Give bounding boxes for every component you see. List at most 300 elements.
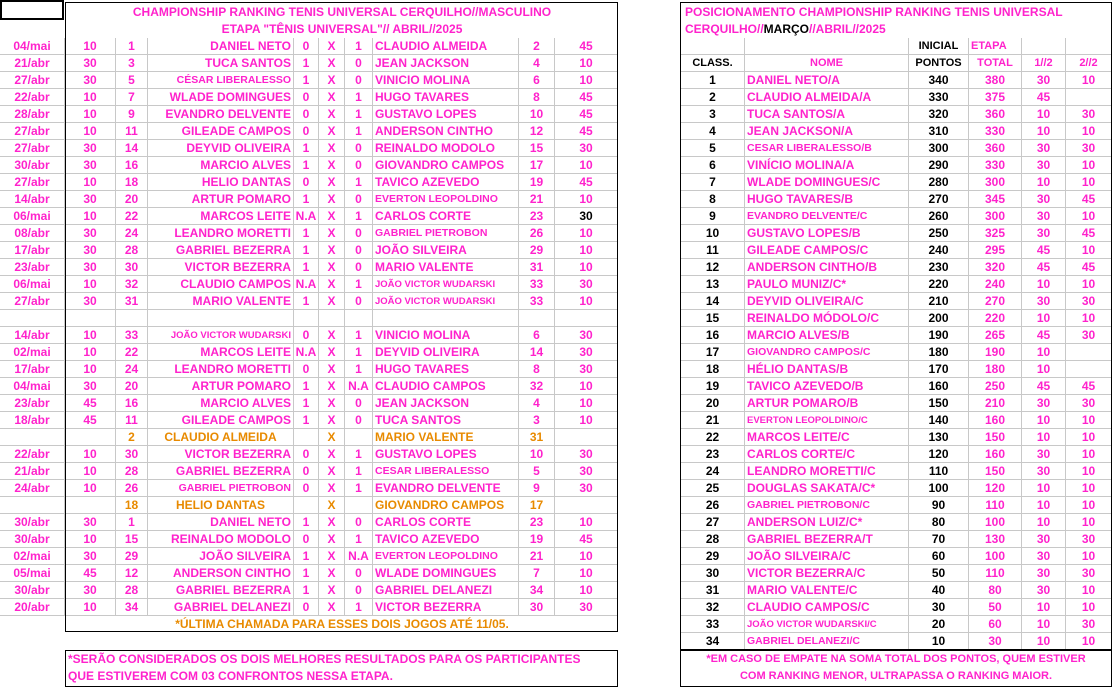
round1-points[interactable]: 10 [1022, 599, 1066, 616]
total-points[interactable]: 265 [969, 327, 1022, 344]
initial-points[interactable]: 90 [909, 497, 969, 514]
ranking-player-name[interactable]: GABRIEL PIETROBON/C [745, 497, 909, 514]
rank-class[interactable]: 6 [681, 157, 745, 174]
match-date[interactable]: 17/abr [0, 242, 65, 259]
round2-points[interactable]: 30 [1066, 327, 1112, 344]
ranking-player-name[interactable]: EVANDRO DELVENTE/C [745, 208, 909, 225]
player1-score[interactable]: 1 [294, 225, 319, 242]
player1-name[interactable]: GABRIEL PIETROBON [148, 480, 294, 497]
player1-rank[interactable]: 22 [116, 208, 148, 225]
round2-points[interactable]: 10 [1066, 174, 1112, 191]
total-points[interactable]: 380 [969, 72, 1022, 89]
total-points[interactable]: 320 [969, 259, 1022, 276]
ranking-player-name[interactable]: JEAN JACKSON/A [745, 123, 909, 140]
player2-name[interactable]: REINALDO MODOLO [373, 140, 519, 157]
versus-mark[interactable]: X [319, 174, 345, 191]
player1-points[interactable]: 30 [65, 259, 116, 276]
player1-rank[interactable]: 29 [116, 548, 148, 565]
player2-rank[interactable]: 2 [519, 38, 555, 55]
rank-class[interactable]: 31 [681, 582, 745, 599]
player2-name[interactable]: TUCA SANTOS [373, 412, 519, 429]
total-points[interactable]: 100 [969, 514, 1022, 531]
initial-points[interactable]: 170 [909, 361, 969, 378]
match-date[interactable]: 24/abr [0, 480, 65, 497]
player1-score[interactable]: 0 [294, 599, 319, 616]
round1-points[interactable]: 10 [1022, 633, 1066, 650]
player1-points[interactable]: 30 [65, 55, 116, 72]
player1-points[interactable]: 30 [65, 72, 116, 89]
player1-points[interactable]: 10 [65, 208, 116, 225]
player2-name[interactable]: EVERTON LEOPOLDINO [373, 191, 519, 208]
round2-points[interactable]: 30 [1066, 531, 1112, 548]
player2-rank[interactable]: 31 [519, 259, 555, 276]
player1-name[interactable]: LEANDRO MORETTI [148, 225, 294, 242]
initial-points[interactable]: 240 [909, 242, 969, 259]
player2-points[interactable]: 10 [555, 412, 618, 429]
player2-points[interactable]: 30 [555, 327, 618, 344]
player1-score[interactable]: 0 [294, 463, 319, 480]
player2-points[interactable] [555, 429, 618, 446]
total-points[interactable]: 360 [969, 140, 1022, 157]
match-date[interactable]: 02/mai [0, 344, 65, 361]
round2-points[interactable]: 30 [1066, 616, 1112, 633]
player2-rank[interactable]: 8 [519, 361, 555, 378]
versus-mark[interactable]: X [319, 582, 345, 599]
player2-rank[interactable]: 3 [519, 412, 555, 429]
player2-name[interactable]: JOÃO VICTOR WUDARSKI [373, 293, 519, 310]
player2-rank[interactable]: 23 [519, 514, 555, 531]
player1-score[interactable]: 0 [294, 446, 319, 463]
versus-mark[interactable]: X [319, 242, 345, 259]
versus-mark[interactable] [319, 310, 345, 327]
player1-rank[interactable]: 2 [116, 429, 148, 446]
rank-class[interactable]: 2 [681, 89, 745, 106]
versus-mark[interactable]: X [319, 531, 345, 548]
versus-mark[interactable]: X [319, 106, 345, 123]
round1-points[interactable]: 30 [1022, 446, 1066, 463]
player1-score[interactable]: 1 [294, 242, 319, 259]
player2-name[interactable]: CLAUDIO ALMEIDA [373, 38, 519, 55]
player2-rank[interactable]: 31 [519, 429, 555, 446]
player2-name[interactable]: MARIO VALENTE [373, 259, 519, 276]
ranking-player-name[interactable]: MARCOS LEITE/C [745, 429, 909, 446]
player2-score[interactable]: N.A [345, 378, 373, 395]
round1-points[interactable]: 10 [1022, 429, 1066, 446]
player1-score[interactable]: 1 [294, 582, 319, 599]
player2-name[interactable]: GIOVANDRO CAMPOS [373, 157, 519, 174]
total-points[interactable]: 120 [969, 480, 1022, 497]
player1-rank[interactable]: 30 [116, 446, 148, 463]
player2-rank[interactable]: 33 [519, 276, 555, 293]
player2-score[interactable]: 1 [345, 480, 373, 497]
round1-points[interactable]: 30 [1022, 463, 1066, 480]
player2-name[interactable]: WLADE DOMINGUES [373, 565, 519, 582]
player2-score[interactable] [345, 497, 373, 514]
ranking-player-name[interactable]: GABRIEL BEZERRA/T [745, 531, 909, 548]
initial-points[interactable]: 200 [909, 310, 969, 327]
player2-score[interactable]: 1 [345, 361, 373, 378]
round1-points[interactable]: 45 [1022, 378, 1066, 395]
header-stage[interactable]: ETAPA [969, 38, 1022, 55]
versus-mark[interactable]: X [319, 514, 345, 531]
player2-rank[interactable]: 23 [519, 208, 555, 225]
player2-score[interactable]: 1 [345, 344, 373, 361]
player1-score[interactable]: 1 [294, 55, 319, 72]
round2-points[interactable]: 10 [1066, 208, 1112, 225]
match-date[interactable] [0, 310, 65, 327]
versus-mark[interactable]: X [319, 480, 345, 497]
versus-mark[interactable]: X [319, 55, 345, 72]
player2-points[interactable] [555, 310, 618, 327]
round2-points[interactable]: 10 [1066, 123, 1112, 140]
initial-points[interactable]: 330 [909, 89, 969, 106]
player2-score[interactable]: 1 [345, 38, 373, 55]
active-cell-selector[interactable] [0, 0, 64, 20]
player2-name[interactable]: CESAR LIBERALESSO [373, 463, 519, 480]
round2-points[interactable]: 10 [1066, 310, 1112, 327]
round1-points[interactable]: 30 [1022, 395, 1066, 412]
initial-points[interactable]: 230 [909, 259, 969, 276]
player1-rank[interactable]: 16 [116, 157, 148, 174]
total-points[interactable]: 150 [969, 429, 1022, 446]
initial-points[interactable]: 290 [909, 157, 969, 174]
player1-rank[interactable]: 31 [116, 293, 148, 310]
player1-rank[interactable]: 11 [116, 412, 148, 429]
total-points[interactable]: 360 [969, 106, 1022, 123]
round1-points[interactable]: 30 [1022, 548, 1066, 565]
player1-points[interactable] [65, 429, 116, 446]
rank-class[interactable]: 18 [681, 361, 745, 378]
player1-name[interactable]: GABRIEL BEZERRA [148, 582, 294, 599]
total-points[interactable]: 180 [969, 361, 1022, 378]
versus-mark[interactable]: X [319, 123, 345, 140]
match-date[interactable] [0, 497, 65, 514]
player1-name[interactable]: DEYVID OLIVEIRA [148, 140, 294, 157]
player2-score[interactable]: 1 [345, 89, 373, 106]
versus-mark[interactable]: X [319, 412, 345, 429]
total-points[interactable]: 110 [969, 565, 1022, 582]
player1-points[interactable] [65, 497, 116, 514]
match-date[interactable]: 20/abr [0, 599, 65, 616]
player2-name[interactable]: GABRIEL DELANEZI [373, 582, 519, 599]
player1-score[interactable]: 1 [294, 412, 319, 429]
round1-points[interactable]: 45 [1022, 259, 1066, 276]
rank-class[interactable]: 4 [681, 123, 745, 140]
round2-points[interactable]: 10 [1066, 480, 1112, 497]
initial-points[interactable]: 160 [909, 378, 969, 395]
round1-points[interactable]: 10 [1022, 616, 1066, 633]
player1-name[interactable]: GILEADE CAMPOS [148, 412, 294, 429]
total-points[interactable]: 300 [969, 208, 1022, 225]
round2-points[interactable]: 10 [1066, 429, 1112, 446]
initial-points[interactable]: 310 [909, 123, 969, 140]
header-cell[interactable] [745, 38, 909, 55]
player2-score[interactable]: 0 [345, 140, 373, 157]
versus-mark[interactable]: X [319, 225, 345, 242]
round1-points[interactable]: 10 [1022, 480, 1066, 497]
player2-points[interactable]: 10 [555, 548, 618, 565]
round1-points[interactable]: 45 [1022, 327, 1066, 344]
rank-class[interactable]: 14 [681, 293, 745, 310]
player2-rank[interactable] [519, 310, 555, 327]
round2-points[interactable]: 10 [1066, 157, 1112, 174]
header-class[interactable]: CLASS. [681, 55, 745, 72]
total-points[interactable]: 330 [969, 157, 1022, 174]
player1-points[interactable]: 10 [65, 531, 116, 548]
match-date[interactable]: 18/abr [0, 412, 65, 429]
initial-points[interactable]: 30 [909, 599, 969, 616]
header-cell[interactable] [1022, 38, 1066, 55]
player1-name[interactable]: JOÃO SILVEIRA [148, 548, 294, 565]
player2-score[interactable]: 1 [345, 446, 373, 463]
ranking-player-name[interactable]: GILEADE CAMPOS/C [745, 242, 909, 259]
initial-points[interactable]: 130 [909, 429, 969, 446]
match-date[interactable]: 27/abr [0, 140, 65, 157]
versus-mark[interactable]: X [319, 378, 345, 395]
player1-points[interactable]: 30 [65, 378, 116, 395]
versus-mark[interactable]: X [319, 548, 345, 565]
player1-score[interactable]: 0 [294, 480, 319, 497]
round1-points[interactable]: 10 [1022, 123, 1066, 140]
total-points[interactable]: 100 [969, 548, 1022, 565]
player1-rank[interactable]: 34 [116, 599, 148, 616]
versus-mark[interactable]: X [319, 157, 345, 174]
match-date[interactable]: 06/mai [0, 208, 65, 225]
initial-points[interactable]: 60 [909, 548, 969, 565]
player1-name[interactable]: ARTUR POMARO [148, 378, 294, 395]
rank-class[interactable]: 10 [681, 225, 745, 242]
player1-points[interactable]: 30 [65, 548, 116, 565]
player1-score[interactable]: 0 [294, 106, 319, 123]
player1-rank[interactable]: 1 [116, 38, 148, 55]
ranking-player-name[interactable]: CLAUDIO CAMPOS/C [745, 599, 909, 616]
initial-points[interactable]: 70 [909, 531, 969, 548]
match-date[interactable]: 04/mai [0, 378, 65, 395]
match-date[interactable]: 30/abr [0, 157, 65, 174]
player1-name[interactable]: GABRIEL DELANEZI [148, 599, 294, 616]
player2-name[interactable]: GIOVANDRO CAMPOS [373, 497, 519, 514]
player1-points[interactable]: 45 [65, 395, 116, 412]
player2-name[interactable]: JOÃO SILVEIRA [373, 242, 519, 259]
rank-class[interactable]: 22 [681, 429, 745, 446]
player1-score[interactable]: N.A [294, 344, 319, 361]
player2-score[interactable]: 1 [345, 463, 373, 480]
total-points[interactable]: 160 [969, 412, 1022, 429]
player1-rank[interactable]: 30 [116, 259, 148, 276]
player2-points[interactable]: 10 [555, 378, 618, 395]
match-date[interactable]: 30/abr [0, 582, 65, 599]
round2-points[interactable] [1066, 361, 1112, 378]
player1-points[interactable]: 10 [65, 446, 116, 463]
ranking-player-name[interactable]: REINALDO MÓDOLO/C [745, 310, 909, 327]
initial-points[interactable]: 120 [909, 446, 969, 463]
initial-points[interactable]: 180 [909, 344, 969, 361]
initial-points[interactable]: 190 [909, 327, 969, 344]
round1-points[interactable]: 10 [1022, 310, 1066, 327]
total-points[interactable]: 375 [969, 89, 1022, 106]
player2-rank[interactable]: 10 [519, 446, 555, 463]
player1-score[interactable]: 1 [294, 157, 319, 174]
ranking-player-name[interactable]: HUGO TAVARES/B [745, 191, 909, 208]
player2-name[interactable]: CARLOS CORTE [373, 514, 519, 531]
player1-points[interactable]: 45 [65, 412, 116, 429]
round2-points[interactable]: 10 [1066, 599, 1112, 616]
round2-points[interactable]: 10 [1066, 548, 1112, 565]
ranking-player-name[interactable]: CESAR LIBERALESSO/B [745, 140, 909, 157]
header-cell[interactable] [681, 38, 745, 55]
initial-points[interactable]: 80 [909, 514, 969, 531]
initial-points[interactable]: 280 [909, 174, 969, 191]
match-date[interactable]: 02/mai [0, 548, 65, 565]
match-date[interactable]: 17/abr [0, 361, 65, 378]
ranking-player-name[interactable]: PAULO MUNIZ/C* [745, 276, 909, 293]
total-points[interactable]: 300 [969, 174, 1022, 191]
player2-points[interactable]: 30 [555, 276, 618, 293]
match-date[interactable]: 27/abr [0, 174, 65, 191]
header-initial[interactable]: INICIAL [909, 38, 969, 55]
versus-mark[interactable]: X [319, 259, 345, 276]
player2-score[interactable]: 0 [345, 259, 373, 276]
player1-name[interactable]: CÉSAR LIBERALESSO [148, 72, 294, 89]
total-points[interactable]: 220 [969, 310, 1022, 327]
player1-score[interactable] [294, 429, 319, 446]
player2-rank[interactable]: 15 [519, 140, 555, 157]
player1-name[interactable]: WLADE DOMINGUES [148, 89, 294, 106]
player2-points[interactable]: 45 [555, 123, 618, 140]
player2-points[interactable]: 10 [555, 395, 618, 412]
player1-score[interactable]: 0 [294, 327, 319, 344]
rank-class[interactable]: 5 [681, 140, 745, 157]
player2-score[interactable]: 0 [345, 514, 373, 531]
ranking-player-name[interactable]: EVERTON LEOPOLDINO/C [745, 412, 909, 429]
player1-rank[interactable]: 18 [116, 174, 148, 191]
player1-name[interactable]: HELIO DANTAS [148, 497, 294, 514]
player1-points[interactable]: 10 [65, 480, 116, 497]
player2-points[interactable]: 45 [555, 89, 618, 106]
rank-class[interactable]: 25 [681, 480, 745, 497]
player1-rank[interactable]: 32 [116, 276, 148, 293]
initial-points[interactable]: 140 [909, 412, 969, 429]
initial-points[interactable]: 320 [909, 106, 969, 123]
player2-points[interactable]: 30 [555, 361, 618, 378]
versus-mark[interactable]: X [319, 208, 345, 225]
round2-points[interactable]: 10 [1066, 463, 1112, 480]
player1-name[interactable]: CLAUDIO ALMEIDA [148, 429, 294, 446]
player1-points[interactable]: 10 [65, 123, 116, 140]
player2-rank[interactable]: 5 [519, 463, 555, 480]
round2-points[interactable]: 30 [1066, 106, 1112, 123]
ranking-player-name[interactable]: LEANDRO MORETTI/C [745, 463, 909, 480]
round2-points[interactable]: 30 [1066, 565, 1112, 582]
round2-points[interactable]: 30 [1066, 395, 1112, 412]
player1-name[interactable]: DANIEL NETO [148, 38, 294, 55]
player2-rank[interactable]: 17 [519, 157, 555, 174]
player1-rank[interactable]: 3 [116, 55, 148, 72]
player1-points[interactable]: 10 [65, 327, 116, 344]
player1-points[interactable]: 30 [65, 514, 116, 531]
ranking-player-name[interactable]: HÉLIO DANTAS/B [745, 361, 909, 378]
player1-score[interactable]: 0 [294, 123, 319, 140]
header-name[interactable]: NOME [745, 55, 909, 72]
round2-points[interactable]: 30 [1066, 293, 1112, 310]
player2-name[interactable]: DEYVID OLIVEIRA [373, 344, 519, 361]
player1-points[interactable]: 30 [65, 293, 116, 310]
ranking-player-name[interactable]: CARLOS CORTE/C [745, 446, 909, 463]
player1-score[interactable]: N.A [294, 208, 319, 225]
rank-class[interactable]: 23 [681, 446, 745, 463]
versus-mark[interactable]: X [319, 72, 345, 89]
player1-rank[interactable]: 28 [116, 463, 148, 480]
player1-rank[interactable]: 5 [116, 72, 148, 89]
rank-class[interactable]: 17 [681, 344, 745, 361]
round2-points[interactable]: 10 [1066, 446, 1112, 463]
player1-score[interactable] [294, 310, 319, 327]
player1-score[interactable]: 1 [294, 395, 319, 412]
player1-name[interactable]: CLAUDIO CAMPOS [148, 276, 294, 293]
round2-points[interactable]: 10 [1066, 72, 1112, 89]
player2-rank[interactable]: 9 [519, 480, 555, 497]
player1-name[interactable]: TUCA SANTOS [148, 55, 294, 72]
player1-name[interactable]: VICTOR BEZERRA [148, 259, 294, 276]
player2-score[interactable] [345, 310, 373, 327]
rank-class[interactable]: 9 [681, 208, 745, 225]
player2-score[interactable]: 1 [345, 123, 373, 140]
total-points[interactable]: 110 [969, 497, 1022, 514]
versus-mark[interactable]: X [319, 38, 345, 55]
ranking-player-name[interactable]: DOUGLAS SAKATA/C* [745, 480, 909, 497]
player2-rank[interactable]: 21 [519, 191, 555, 208]
rank-class[interactable]: 29 [681, 548, 745, 565]
player1-name[interactable]: DANIEL NETO [148, 514, 294, 531]
round1-points[interactable]: 30 [1022, 208, 1066, 225]
round1-points[interactable]: 30 [1022, 72, 1066, 89]
player2-rank[interactable]: 14 [519, 344, 555, 361]
player1-points[interactable]: 10 [65, 106, 116, 123]
match-date[interactable]: 22/abr [0, 446, 65, 463]
round1-points[interactable]: 10 [1022, 412, 1066, 429]
player2-name[interactable]: TAVICO AZEVEDO [373, 531, 519, 548]
ranking-player-name[interactable]: TAVICO AZEVEDO/B [745, 378, 909, 395]
player2-rank[interactable]: 30 [519, 599, 555, 616]
match-date[interactable]: 27/abr [0, 123, 65, 140]
player2-points[interactable]: 30 [555, 599, 618, 616]
round2-points[interactable]: 10 [1066, 412, 1112, 429]
total-points[interactable]: 80 [969, 582, 1022, 599]
round1-points[interactable]: 10 [1022, 497, 1066, 514]
player2-points[interactable]: 10 [555, 259, 618, 276]
match-date[interactable]: 30/abr [0, 514, 65, 531]
rank-class[interactable]: 34 [681, 633, 745, 650]
initial-points[interactable]: 40 [909, 582, 969, 599]
player2-score[interactable]: 0 [345, 582, 373, 599]
rank-class[interactable]: 27 [681, 514, 745, 531]
total-points[interactable]: 50 [969, 599, 1022, 616]
player1-rank[interactable]: 28 [116, 582, 148, 599]
player1-name[interactable]: ANDERSON CINTHO [148, 565, 294, 582]
player2-score[interactable]: 1 [345, 106, 373, 123]
player1-name[interactable]: MARCOS LEITE [148, 208, 294, 225]
player2-score[interactable]: 1 [345, 276, 373, 293]
round1-points[interactable]: 30 [1022, 225, 1066, 242]
match-date[interactable]: 08/abr [0, 225, 65, 242]
player1-score[interactable]: 1 [294, 565, 319, 582]
player1-points[interactable]: 10 [65, 463, 116, 480]
player2-points[interactable]: 10 [555, 225, 618, 242]
ranking-player-name[interactable]: WLADE DOMINGUES/C [745, 174, 909, 191]
player2-rank[interactable]: 7 [519, 565, 555, 582]
player2-points[interactable]: 45 [555, 38, 618, 55]
initial-points[interactable]: 20 [909, 616, 969, 633]
